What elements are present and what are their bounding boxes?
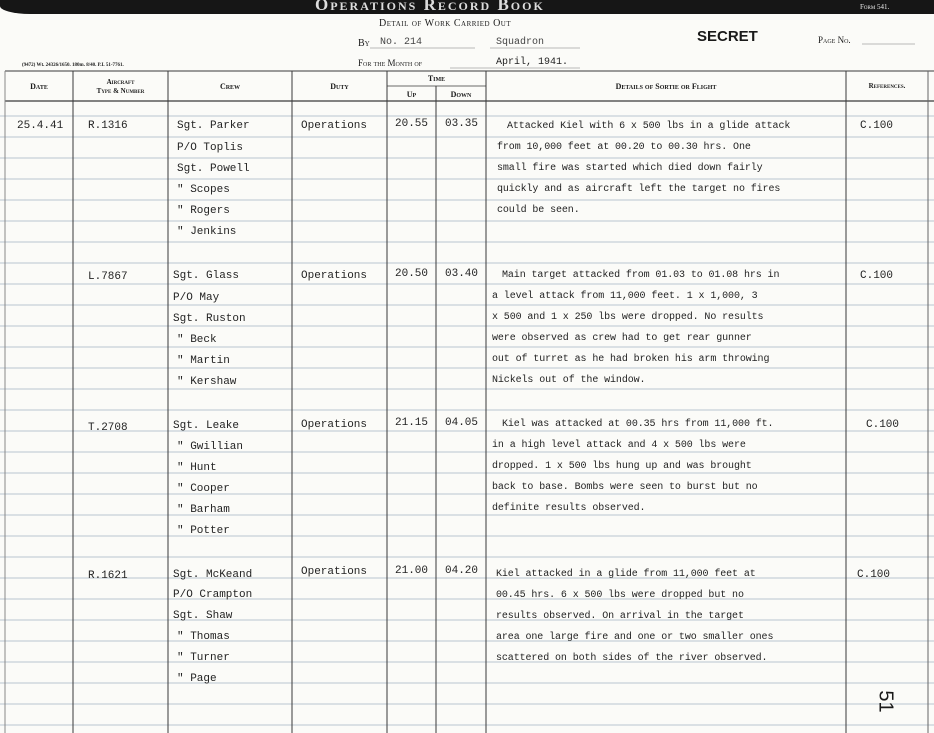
detail-line: results observed. On arrival in the target xyxy=(496,611,744,622)
crew-member: Sgt. McKeand xyxy=(173,569,253,581)
form-title: Operations Record Book xyxy=(315,0,545,14)
aircraft-number: R.1621 xyxy=(88,570,128,582)
detail-line: Attacked Kiel with 6 x 500 lbs in a glide attack xyxy=(507,121,791,132)
detail-line: Kiel attacked in a glide from 11,000 feet at xyxy=(496,569,756,580)
crew-member: Sgt. Shaw xyxy=(173,610,233,622)
sortie-date: 25.4.41 xyxy=(17,120,64,132)
duty: Operations xyxy=(301,120,368,132)
time-up: 21.00 xyxy=(395,565,429,577)
squadron-number: No. 214 xyxy=(380,37,423,48)
squadron-label: Squadron xyxy=(496,37,545,48)
col-aircraft-header-1: Aircraft xyxy=(106,78,135,86)
detail-line: Nickels out of the window. xyxy=(492,375,646,386)
crew-member: P/O Crampton xyxy=(173,589,253,601)
col-references-header: References. xyxy=(868,82,906,90)
form-number: Form 541. xyxy=(860,3,890,11)
detail-line: a level attack from 11,000 feet. 1 x 1,000, 3 xyxy=(492,291,758,302)
detail-line: Kiel was attacked at 00.35 hrs from 11,000 ft. xyxy=(502,419,774,430)
detail-line: dropped. 1 x 500 lbs hung up and was brought xyxy=(492,461,752,472)
crew-member: Sgt. Leake xyxy=(173,420,240,432)
detail-line: small fire was started which died down fairly xyxy=(497,163,763,174)
reference: C.100 xyxy=(860,120,894,132)
column-rules xyxy=(5,71,934,733)
detail-line: x 500 and 1 x 250 lbs were dropped. No results xyxy=(492,312,764,323)
col-details-header: Details of Sortie or Flight xyxy=(615,82,717,91)
time-down: 03.40 xyxy=(445,268,479,280)
by-label: By xyxy=(358,38,370,49)
detail-line: from 10,000 feet at 00.20 to 00.30 hrs. One xyxy=(497,142,751,153)
detail-line: scattered on both sides of the river observed. xyxy=(496,653,768,664)
col-date-header: Date xyxy=(30,82,48,91)
aircraft-number: R.1316 xyxy=(88,120,128,132)
crew-member: " Hunt xyxy=(177,462,217,474)
reference: C.100 xyxy=(866,419,900,431)
detail-line: 00.45 hrs. 6 x 500 lbs were dropped but no xyxy=(496,590,744,601)
detail-line: in a high level attack and 4 x 500 lbs were xyxy=(492,440,746,451)
crew-member: " Martin xyxy=(177,355,230,367)
crew-member: " Gwillian xyxy=(177,441,244,453)
aircraft-number: T.2708 xyxy=(88,422,128,434)
crew-member: " Potter xyxy=(177,525,230,537)
reference: C.100 xyxy=(860,270,894,282)
time-up: 20.55 xyxy=(395,118,429,130)
aircraft-number: L.7867 xyxy=(88,271,128,283)
reference: C.100 xyxy=(857,569,891,581)
crew-member: " Turner xyxy=(177,652,230,664)
month-value: April, 1941. xyxy=(496,57,569,68)
crew-member: P/O May xyxy=(173,292,220,304)
crew-member: Sgt. Glass xyxy=(173,270,240,282)
time-down: 03.35 xyxy=(445,118,479,130)
col-time-header: Time xyxy=(427,74,446,83)
crew-member: Sgt. Parker xyxy=(177,120,250,132)
col-down-header: Down xyxy=(450,90,472,99)
col-duty-header: Duty xyxy=(330,82,349,91)
col-up-header: Up xyxy=(406,90,417,99)
duty: Operations xyxy=(301,270,368,282)
time-down: 04.20 xyxy=(445,565,479,577)
time-down: 04.05 xyxy=(445,417,479,429)
detail-line: area one large fire and one or two smaller ones xyxy=(496,632,774,643)
detail-line: Main target attacked from 01.03 to 01.08 hrs in xyxy=(502,270,780,281)
form-subtitle: Detail of Work Carried Out xyxy=(379,18,512,29)
col-crew-header: Crew xyxy=(219,82,241,91)
crew-member: " Jenkins xyxy=(177,226,237,238)
crew-member: Sgt. Ruston xyxy=(173,313,246,325)
month-label: For the Month of xyxy=(358,58,423,68)
crew-member: " Page xyxy=(177,673,217,685)
crew-member: " Barham xyxy=(177,504,230,516)
page-number-label: Page No. xyxy=(818,35,851,45)
crew-member: " Beck xyxy=(177,334,217,346)
secret-stamp: SECRET xyxy=(697,28,758,45)
folio-number: 51 xyxy=(874,690,897,713)
time-up: 20.50 xyxy=(395,268,429,280)
detail-line: could be seen. xyxy=(497,205,580,216)
crew-member: Sgt. Powell xyxy=(177,163,250,175)
header-fill-lines xyxy=(370,44,915,68)
col-aircraft-header-2: Type & Number xyxy=(96,87,145,95)
detail-line: quickly and as aircraft left the target no fires xyxy=(497,184,781,195)
crew-member: " Scopes xyxy=(177,184,230,196)
print-code: (9472) Wt. 24326/1650. 180m. 8/40. P.I. 51-7761. xyxy=(22,63,124,68)
detail-line: back to base. Bombs were seen to burst but no xyxy=(492,482,758,493)
detail-line: were observed as crew had to get rear gunner xyxy=(492,333,752,344)
duty: Operations xyxy=(301,566,368,578)
crew-member: P/O Toplis xyxy=(177,142,244,154)
crew-member: " Cooper xyxy=(177,483,230,495)
crew-member: " Rogers xyxy=(177,205,230,217)
detail-line: out of turret as he had broken his arm throwing xyxy=(492,354,770,365)
time-up: 21.15 xyxy=(395,417,429,429)
crew-member: " Thomas xyxy=(177,631,230,643)
detail-line: definite results observed. xyxy=(492,503,646,514)
crew-member: " Kershaw xyxy=(177,376,237,388)
duty: Operations xyxy=(301,419,368,431)
